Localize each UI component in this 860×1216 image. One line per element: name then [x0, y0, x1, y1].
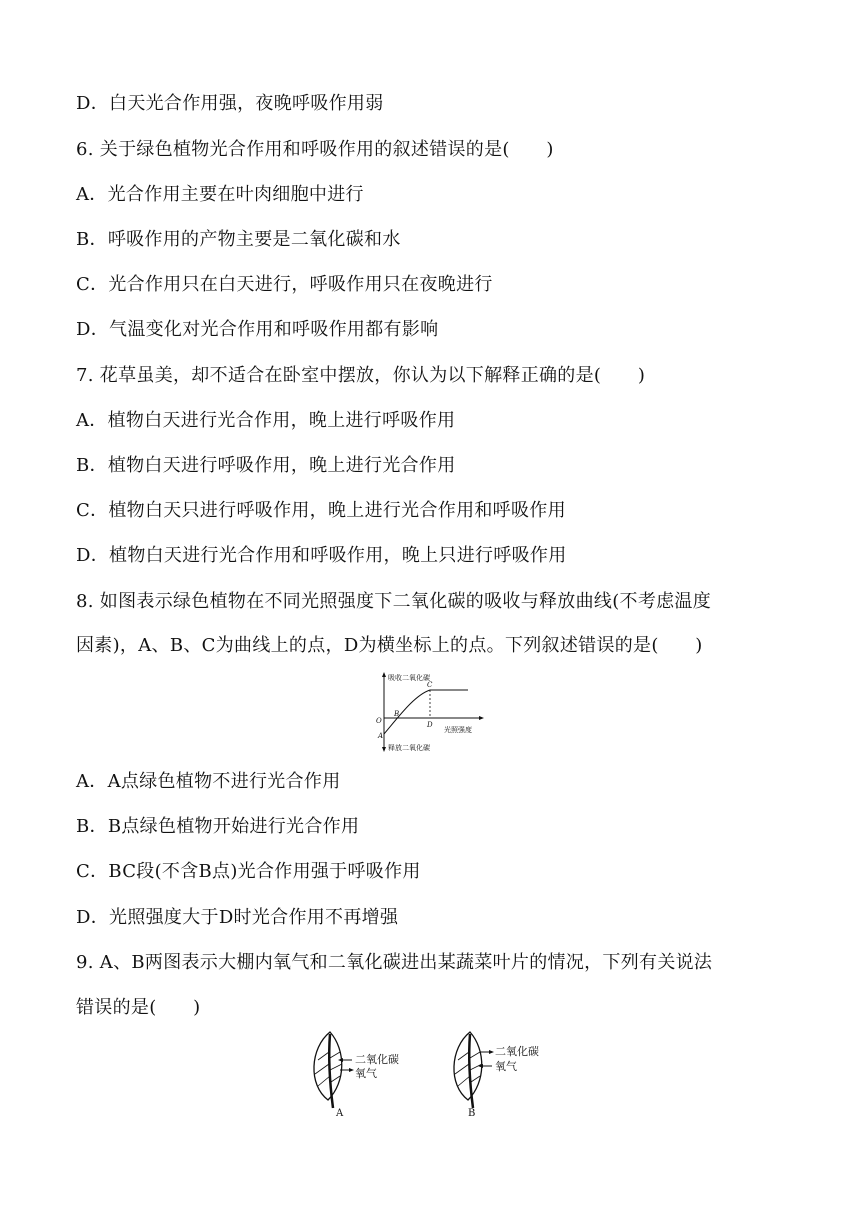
option-6b: B．呼吸作用的产物主要是二氧化碳和水 — [76, 229, 401, 250]
option-6d: D．气温变化对光合作用和呼吸作用都有影响 — [76, 319, 439, 340]
option-8c: C．BC段(不含B点)光合作用强于呼吸作用 — [76, 861, 421, 882]
x-axis-arrow — [479, 716, 484, 720]
option-8a: A．A点绿色植物不进行光合作用 — [76, 771, 341, 792]
origin-label: O — [376, 717, 382, 725]
leaf-a-midrib — [329, 1034, 333, 1108]
option-7b: B．植物白天进行呼吸作用，晚上进行光合作用 — [76, 455, 456, 476]
leaf-b-label-top: 二氧化碳 — [495, 1045, 539, 1058]
y-label-bottom: 释放二氧化碳 — [388, 744, 430, 752]
leaf-a-label-bottom: 氧气 — [355, 1067, 377, 1080]
y-axis-arrow-down — [382, 747, 386, 752]
question-8-stem-line2: 因素)，A、B、C为曲线上的点，D为横坐标上的点。下列叙述错误的是( ) — [76, 635, 703, 656]
option-7c: C．植物白天只进行呼吸作用，晚上进行光合作用和呼吸作用 — [76, 500, 566, 521]
y-axis-arrow-up — [382, 672, 386, 677]
leaf-b-arrowhead-top — [489, 1050, 494, 1054]
option-7a: A．植物白天进行光合作用，晚上进行呼吸作用 — [76, 410, 456, 431]
leaf-figure — [300, 1030, 560, 1120]
option-5d: D．白天光合作用强，夜晚呼吸作用弱 — [76, 93, 384, 114]
leaf-b — [454, 1032, 539, 1119]
leaf-a-caption: A — [336, 1108, 344, 1119]
leaf-a-arrowhead-top — [338, 1058, 343, 1062]
leaf-b-midrib — [469, 1034, 473, 1108]
point-d-label: D — [427, 721, 433, 729]
option-6c: C．光合作用只在白天进行，呼吸作用只在夜晚进行 — [76, 274, 493, 295]
co2-light-chart — [370, 670, 490, 755]
leaf-a-label-top: 二氧化碳 — [355, 1053, 399, 1066]
option-8b: B．B点绿色植物开始进行光合作用 — [76, 816, 360, 837]
option-6a: A．光合作用主要在叶肉细胞中进行 — [76, 184, 364, 205]
leaf-a-arrowhead-bottom — [349, 1068, 354, 1072]
leaf-b-caption: B — [468, 1108, 476, 1119]
question-9-stem-line1: 9. A、B两图表示大棚内氧气和二氧化碳进出某蔬菜叶片的情况，下列有关说法 — [76, 952, 713, 973]
y-label-top: 吸收二氧化碳 — [388, 674, 430, 682]
question-9-stem-line2: 错误的是( ) — [76, 997, 201, 1018]
question-8-stem-line1: 8. 如图表示绿色植物在不同光照强度下二氧化碳的吸收与释放曲线(不考虑温度 — [76, 591, 712, 612]
option-7d: D．植物白天进行光合作用和呼吸作用，晚上只进行呼吸作用 — [76, 545, 567, 566]
leaf-b-label-bottom: 氧气 — [495, 1060, 517, 1073]
option-8d: D．光照强度大于D时光合作用不再增强 — [76, 907, 399, 928]
point-c-label: C — [427, 681, 433, 689]
point-b-label: B — [394, 710, 400, 718]
x-label: 光照强度 — [444, 726, 472, 734]
question-6-stem: 6. 关于绿色植物光合作用和呼吸作用的叙述错误的是( ) — [76, 139, 554, 160]
leaf-a — [314, 1032, 399, 1119]
point-a-label: A — [378, 732, 384, 740]
question-7-stem: 7. 花草虽美，却不适合在卧室中摆放，你认为以下解释正确的是( ) — [76, 365, 646, 386]
